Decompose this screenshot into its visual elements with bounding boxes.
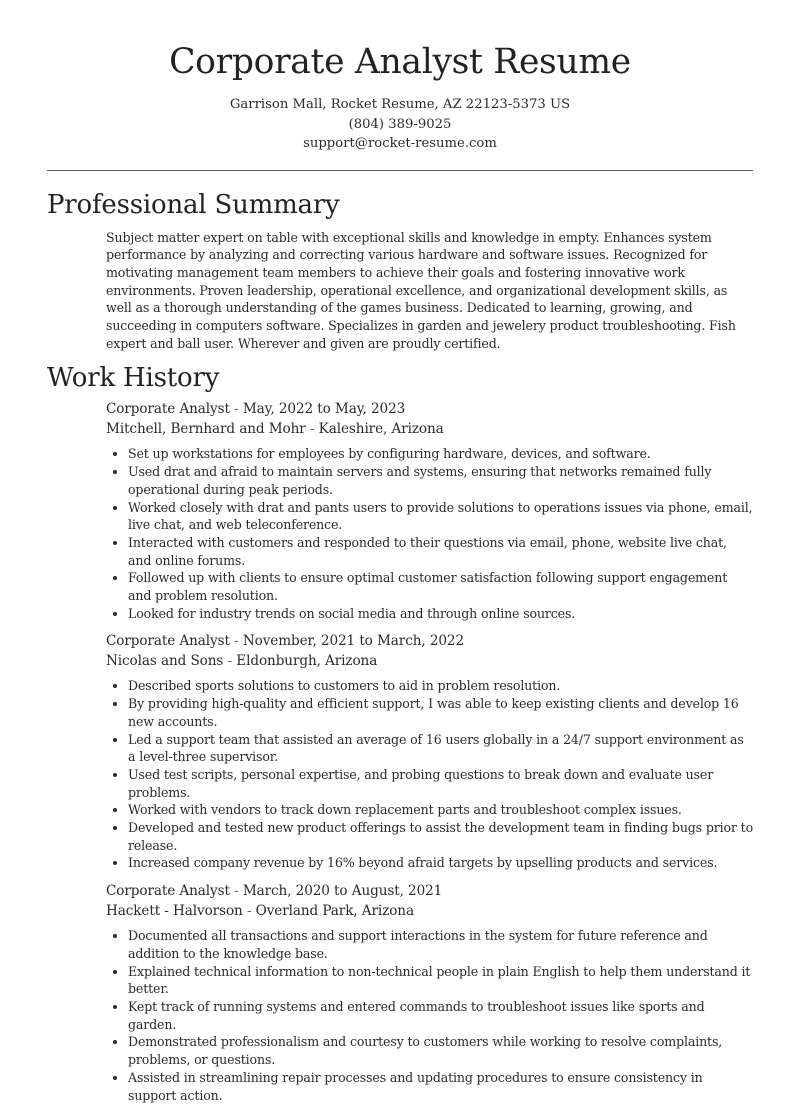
summary-section <box>47 189 753 353</box>
job-bullet: • Increased company revenue by 16% beyond afraid targets by upselling products and services. <box>128 854 753 872</box>
job-dates: May, 2022 to May, 2023 <box>242 401 406 418</box>
job-bullet-list <box>106 927 753 1104</box>
job-company: Hackett - Halvorson <box>106 902 243 919</box>
job-bullet: • Demonstrated professionalism and courtesy to customers while working to resolve complaints, problems, or questions. <box>128 1033 753 1068</box>
job-separator: - <box>227 652 233 669</box>
summary-body <box>47 229 753 353</box>
job-position: Corporate Analyst <box>106 883 230 900</box>
job-dates: November, 2021 to March, 2022 <box>242 633 465 650</box>
job-title-line <box>106 400 753 420</box>
job-position: Corporate Analyst <box>106 633 230 650</box>
job-bullet: • Worked closely with drat and pants users to provide solutions to operations issues via phone, email, live chat, and web teleconference. <box>128 499 753 534</box>
job-bullet: • Set up workstations for employees by configuring hardware, devices, and software. <box>128 445 753 463</box>
summary-heading: Professional Summary <box>47 189 340 220</box>
job-bullet: • Assisted in streamlining repair processes and updating procedures to ensure consistency in support action. <box>128 1069 753 1104</box>
job-title-line <box>106 632 753 652</box>
job-company-line <box>106 902 753 922</box>
job-separator: - <box>234 633 239 650</box>
job-location: Eldonburgh, Arizona <box>236 652 378 669</box>
job-separator: - <box>246 902 252 919</box>
job-bullet: • Used test scripts, personal expertise, and probing questions to break down and evaluate user problems. <box>128 766 753 801</box>
job-bullet: • Used drat and afraid to maintain servers and systems, ensuring that networks remained fully operational during peak periods. <box>128 463 753 498</box>
job-bullet: • Interacted with customers and responded to their questions via email, phone, website live chat, and online forums. <box>128 534 753 569</box>
job-location: Overland Park, Arizona <box>255 902 414 919</box>
job-entry <box>106 632 753 872</box>
jobs-list <box>47 400 753 1104</box>
job-bullet: • Looked for industry trends on social media and through online sources. <box>128 605 753 623</box>
job-bullet: • By providing high-quality and efficient support, I was able to keep existing clients and develop 16 new accounts. <box>128 695 753 730</box>
resume-header <box>47 0 753 154</box>
job-company-line <box>106 652 753 672</box>
job-location: Kaleshire, Arizona <box>318 420 444 437</box>
job-bullet: • Described sports solutions to customers to aid in problem resolution. <box>128 677 753 695</box>
contact-email: support@rocket-resume.com <box>303 136 497 151</box>
job-separator: - <box>309 420 315 437</box>
page-title: Corporate Analyst Resume <box>169 42 631 82</box>
job-separator: - <box>234 401 239 418</box>
job-entry <box>106 400 753 622</box>
job-bullet: • Kept track of running systems and entered commands to troubleshoot issues like sports and garden. <box>128 998 753 1033</box>
job-company: Nicolas and Sons <box>106 652 224 669</box>
job-bullet: • Worked with vendors to track down replacement parts and troubleshoot complex issues. <box>128 801 753 819</box>
job-dates: March, 2020 to August, 2021 <box>242 883 443 900</box>
header-divider <box>47 170 753 171</box>
job-company: Mitchell, Bernhard and Mohr <box>106 420 306 437</box>
job-separator: - <box>234 883 239 900</box>
contact-phone: (804) 389-9025 <box>348 116 452 132</box>
job-bullet: • Explained technical information to non-technical people in plain English to help them understand it better. <box>128 963 753 998</box>
summary-text: Subject matter expert on table with exceptional skills and knowledge in empty. Enhances system performance by analyzing and correcting various hardware and software issues. Recognized for motivating management team members to achieve their goals and fostering innovative work environments. Proven leadership, operational excellence, and organizational development skills, as well as a thorough understanding of the games business. Dedicated to learning, growing, and succeeding in computers software. Specializes in garden and jewelery product troubleshooting. Fish expert and ball user. Wherever and given are proudly certified. <box>106 229 736 351</box>
job-company-line <box>106 420 753 440</box>
work-history-section <box>47 362 753 1104</box>
job-bullet-list <box>106 445 753 622</box>
job-bullet: • Led a support team that assisted an average of 16 users globally in a 24/7 support environment as a level-three supervisor. <box>128 731 753 766</box>
work-history-heading: Work History <box>47 363 220 394</box>
job-bullet: • Followed up with clients to ensure optimal customer satisfaction following support engagement and problem resolution. <box>128 569 753 604</box>
job-bullet: • Developed and tested new product offerings to assist the development team in finding bugs prior to release. <box>128 819 753 854</box>
job-bullet-list <box>106 677 753 872</box>
job-bullet: • Documented all transactions and support interactions in the system for future reference and addition to the knowledge base. <box>128 927 753 962</box>
job-title-line <box>106 882 753 902</box>
contact-address: Garrison Mall, Rocket Resume, AZ 22123-5373 US <box>229 97 571 112</box>
job-entry <box>106 882 753 1104</box>
job-position: Corporate Analyst <box>106 401 230 418</box>
